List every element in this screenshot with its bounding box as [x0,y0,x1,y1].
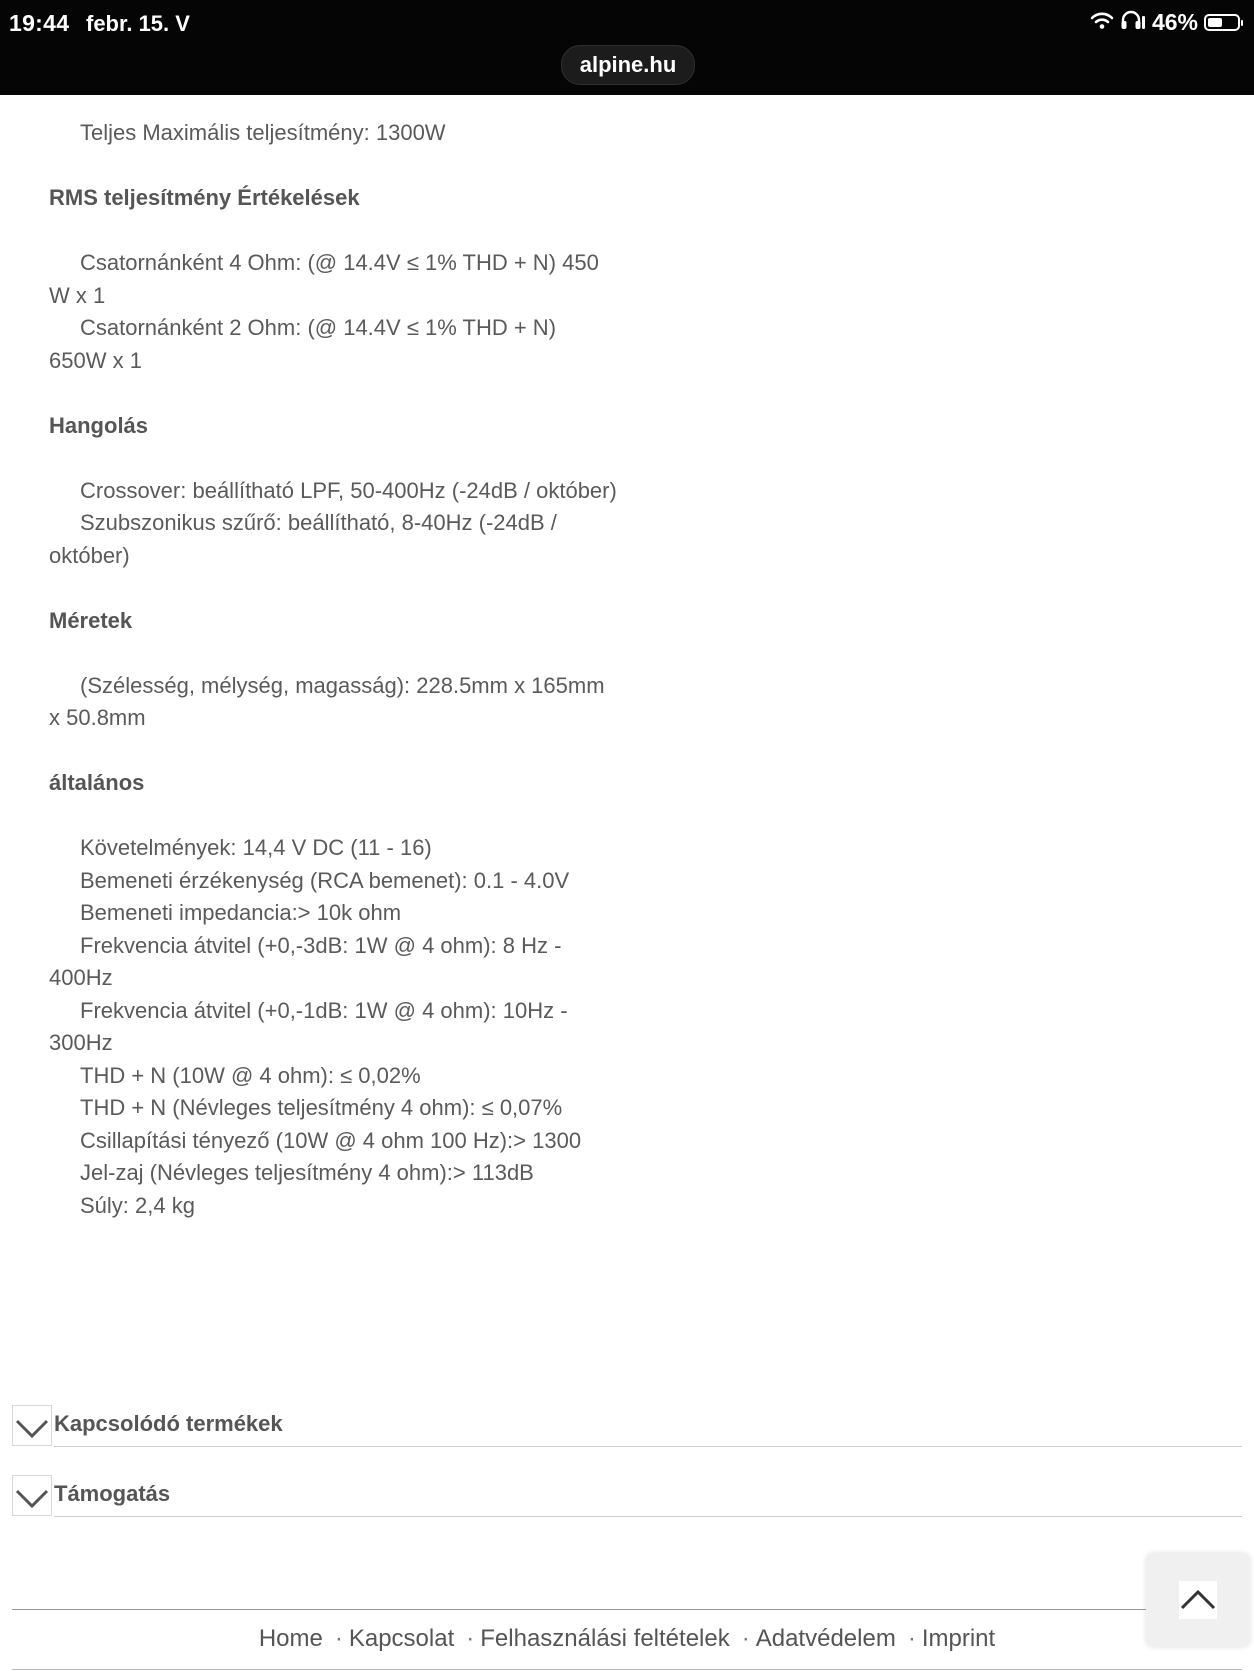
accordion-related-label[interactable]: Kapcsolódó termékek [54,1411,283,1436]
chevron-down-icon[interactable] [12,1475,52,1516]
spec-teljes: Teljes Maximális teljesítmény: 1300W [80,120,446,145]
spec-weight: Súly: 2,4 kg [80,1192,195,1218]
accordion-related-products[interactable] [12,1405,1242,1447]
battery-icon [1204,14,1240,31]
spec-list [49,117,629,1222]
heading-hangolas: Hangolás [49,412,149,438]
chevron-up-icon[interactable] [1179,1581,1217,1619]
spec-crossover: Crossover: beállítható LPF, 50-400Hz (-24dB / október) [80,477,617,503]
accordion-support-label[interactable]: Támogatás [54,1481,171,1506]
chevron-down-icon[interactable] [12,1405,52,1446]
footer-link-imprint[interactable]: Imprint [921,1625,996,1652]
spec-freq-2: Frekvencia átvitel (+0,-1dB: 1W @ 4 ohm): 10Hz - [80,997,568,1023]
battery-percent: 46% [1151,9,1198,35]
spec-dimensions: (Szélesség, mélység, magasság): 228.5mm x 165mm [80,672,605,698]
spec-damping: Csillapítási tényező (10W @ 4 ohm 100 Hz):> 1300 [80,1127,582,1153]
footer-link-privacy[interactable]: Adatvédelem [755,1625,896,1652]
url-bar[interactable]: alpine.hu [561,45,695,85]
footer-separator: · [907,1625,916,1652]
spec-sensitivity: Bemeneti érzékenység (RCA bemenet): 0.1 - 4.0V [80,867,570,893]
date: febr. 15. V [86,11,190,36]
spec-subsonic-cont: október) [49,542,130,568]
spec-rms-4ohm-cont: W x 1 [49,282,106,308]
headphones-icon [1120,9,1146,36]
spec-impedance: Bemeneti impedancia:> 10k ohm [80,900,402,925]
back-to-top-button[interactable] [1146,1553,1250,1647]
heading-rms: RMS teljesítmény Értékelések [49,185,360,210]
status-bar [0,0,1254,95]
divider [54,1516,1242,1517]
spec-rms-4ohm: Csatornánként 4 Ohm: (@ 14.4V ≤ 1% THD + N) 450 [80,250,599,275]
spec-rms-2ohm: Csatornánként 2 Ohm: (@ 14.4V ≤ 1% THD + N) [80,315,557,340]
footer-link-contact[interactable]: Kapcsolat [348,1625,455,1652]
heading-altalanos: általános [49,770,145,795]
spec-snr: Jel-zaj (Névleges teljesítmény 4 ohm):> 113dB [80,1160,534,1185]
footer-separator: · [741,1625,750,1652]
spec-subsonic: Szubszonikus szűrő: beállítható, 8-40Hz (-24dB / [80,510,557,535]
status-icons [1090,9,1240,36]
divider [54,1446,1242,1447]
footer-nav [0,1625,1254,1653]
spec-dimensions-cont: x 50.8mm [49,705,146,730]
spec-thd-1: THD + N (10W @ 4 ohm): ≤ 0,02% [80,1062,421,1088]
footer-bottom-divider [12,1669,1242,1670]
accordion-support[interactable] [12,1475,1242,1517]
footer-separator: · [466,1625,475,1652]
footer-divider [12,1609,1242,1610]
spec-rms-2ohm-cont: 650W x 1 [49,347,142,373]
heading-meretek: Méretek [49,607,133,633]
footer-link-home[interactable]: Home [258,1625,323,1652]
spec-thd-2: THD + N (Névleges teljesítmény 4 ohm): ≤ 0,07% [80,1095,563,1120]
clock: 19:44 [9,10,70,36]
spec-freq-1: Frekvencia átvitel (+0,-3dB: 1W @ 4 ohm): 8 Hz - [80,932,562,958]
footer-separator: · [334,1625,343,1652]
footer-link-terms[interactable]: Felhasználási feltételek [480,1625,730,1652]
spec-freq-2-cont: 300Hz [49,1030,113,1055]
spec-requirements: Követelmények: 14,4 V DC (11 - 16) [80,835,432,860]
spec-freq-1-cont: 400Hz [49,965,113,990]
wifi-icon [1090,9,1114,36]
